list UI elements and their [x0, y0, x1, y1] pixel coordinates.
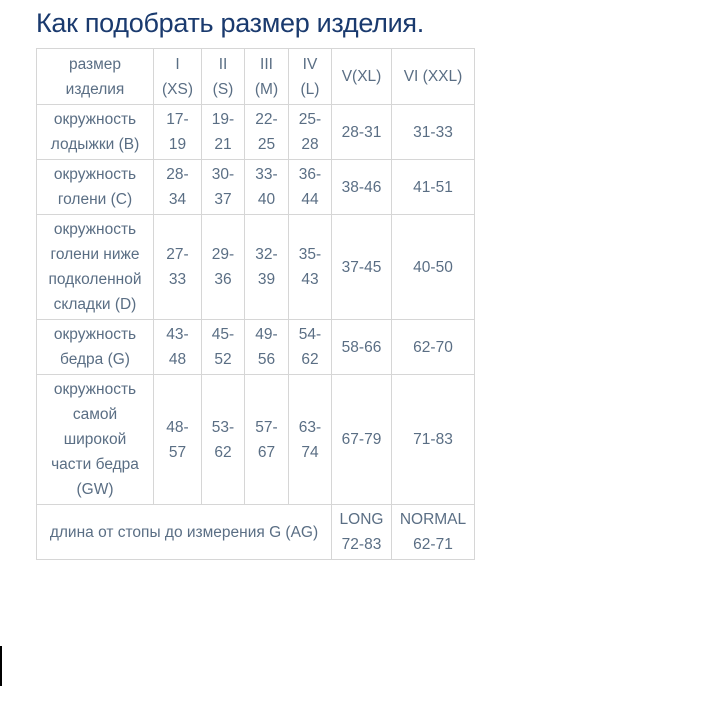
table-cell: 37-45: [332, 215, 392, 320]
table-cell: 48- 57: [154, 375, 202, 505]
table-cell: 38-46: [332, 160, 392, 215]
size-header-s: II (S): [202, 49, 245, 105]
table-cell: 36- 44: [289, 160, 332, 215]
row-label: окружность лодыжки (B): [37, 105, 154, 160]
header-row: [37, 49, 475, 105]
table-cell: 30- 37: [202, 160, 245, 215]
table-cell: 17- 19: [154, 105, 202, 160]
table-cell: 53- 62: [202, 375, 245, 505]
table-cell: 40-50: [392, 215, 475, 320]
table-cell: 43- 48: [154, 320, 202, 375]
header-label-cell: размер изделия: [37, 49, 154, 105]
page-title: Как подобрать размер изделия.: [36, 8, 424, 38]
size-header-xs: I (XS): [154, 49, 202, 105]
table-cell: 28-31: [332, 105, 392, 160]
table-cell: 45- 52: [202, 320, 245, 375]
table-cell: 67-79: [332, 375, 392, 505]
table-row: [37, 160, 475, 215]
table-cell: 32- 39: [245, 215, 289, 320]
table-row: [37, 105, 475, 160]
size-header-xxl: VI (XXL): [392, 49, 475, 105]
length-row: [37, 505, 475, 560]
size-chart-table: [36, 48, 475, 560]
table-cell: 35- 43: [289, 215, 332, 320]
table-cell: 28- 34: [154, 160, 202, 215]
table-row: [37, 320, 475, 375]
table-cell: 63- 74: [289, 375, 332, 505]
table-cell: 41-51: [392, 160, 475, 215]
length-row-label: длина от стопы до измерения G (AG): [37, 505, 332, 560]
edge-divider: [0, 646, 2, 686]
table-cell: 49- 56: [245, 320, 289, 375]
table-cell: 25- 28: [289, 105, 332, 160]
length-normal-cell: NORMAL 62-71: [392, 505, 475, 560]
table-cell: 27- 33: [154, 215, 202, 320]
table-cell: 29- 36: [202, 215, 245, 320]
table-cell: 31-33: [392, 105, 475, 160]
table-cell: 54- 62: [289, 320, 332, 375]
size-header-xl: V(XL): [332, 49, 392, 105]
table-cell: 71-83: [392, 375, 475, 505]
size-header-l: IV (L): [289, 49, 332, 105]
row-label: окружность бедра (G): [37, 320, 154, 375]
table-cell: 19- 21: [202, 105, 245, 160]
table-cell: 33- 40: [245, 160, 289, 215]
table-cell: 62-70: [392, 320, 475, 375]
row-label: окружность самой широкой части бедра (GW): [37, 375, 154, 505]
row-label: окружность голени (C): [37, 160, 154, 215]
size-header-m: III (M): [245, 49, 289, 105]
table-cell: 58-66: [332, 320, 392, 375]
table-row: [37, 375, 475, 505]
table-cell: 22- 25: [245, 105, 289, 160]
length-long-cell: LONG 72-83: [332, 505, 392, 560]
table-cell: 57- 67: [245, 375, 289, 505]
row-label: окружность голени ниже подколенной складки (D): [37, 215, 154, 320]
table-row: [37, 215, 475, 320]
